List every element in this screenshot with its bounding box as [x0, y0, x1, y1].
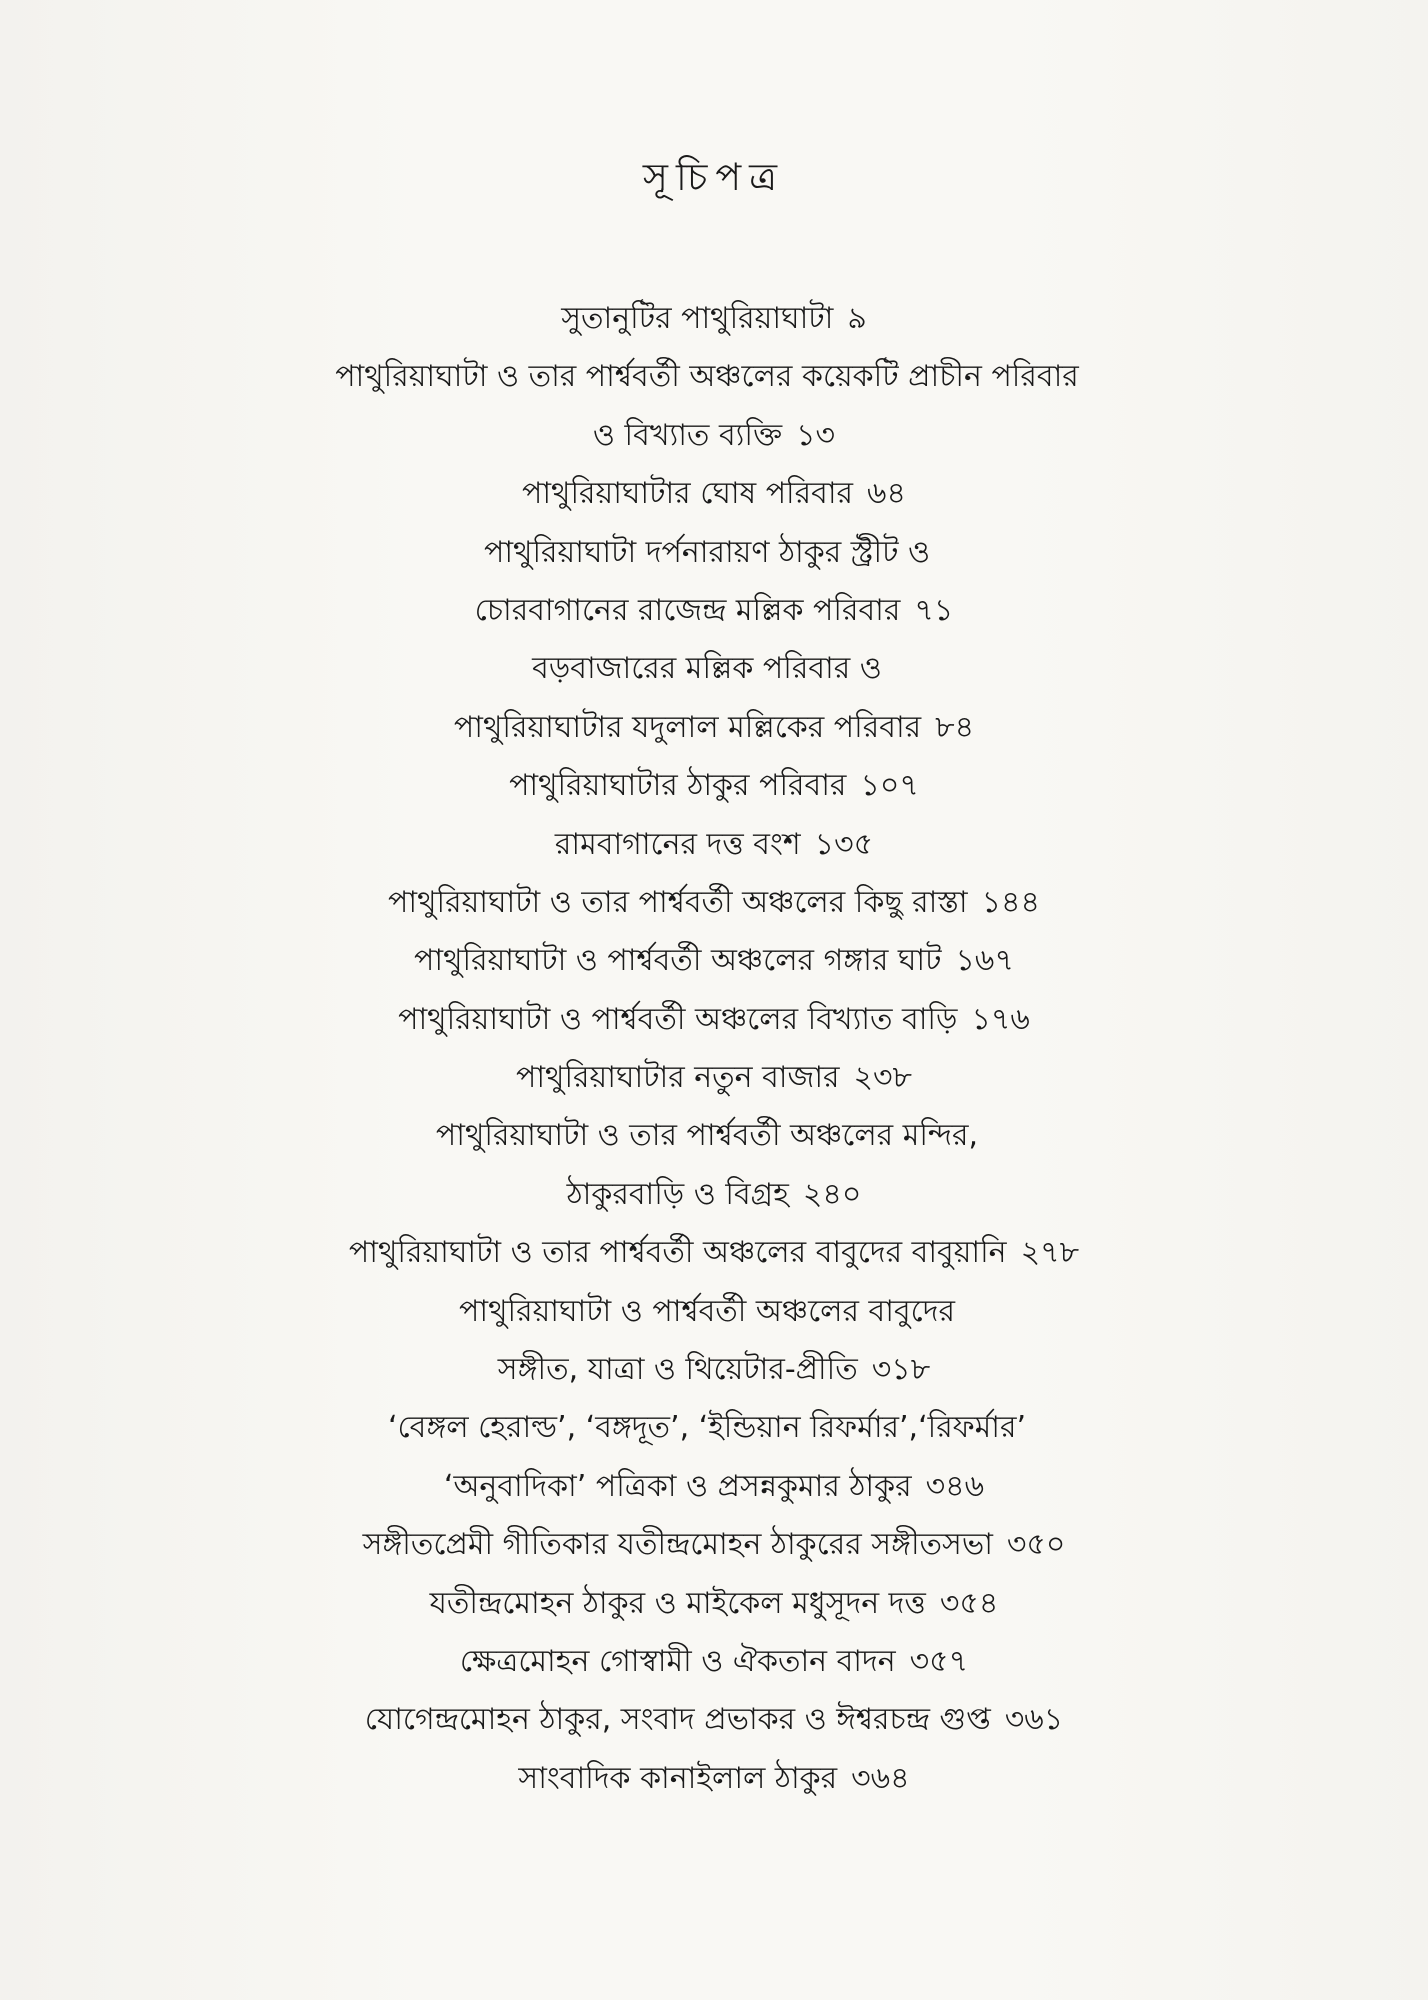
toc-entry-text: পাথুরিয়াঘাটা ও পার্শ্ববর্তী অঞ্চলের বাবুদের — [459, 1293, 955, 1329]
toc-entry — [0, 524, 1428, 582]
toc-entry-text: বড়বাজারের মল্লিক পরিবার ও — [532, 651, 882, 687]
toc-entry-text: পাথুরিয়াঘাটা ও পার্শ্ববর্তী অঞ্চলের গঙ্গার ঘাট — [414, 943, 942, 979]
toc-entry-text: পাথুরিয়াঘাটা ও তার পার্শ্ববর্তী অঞ্চলের মন্দির, — [435, 1118, 979, 1154]
toc-entry-text: সঙ্গীত, যাত্রা ও থিয়েটার-প্রীতি — [497, 1352, 858, 1388]
toc-entry-text: সাংবাদিক কানাইলাল ঠাকুর — [518, 1760, 838, 1796]
toc-page-number: ১৩৫ — [814, 826, 874, 862]
toc-entry-text: পাথুরিয়াঘাটা ও পার্শ্ববর্তী অঞ্চলের বিখ্যাত বাড়ি — [398, 1001, 958, 1037]
toc-page-number: ৩৬১ — [1004, 1702, 1064, 1738]
toc-entry-text: ক্ষেত্রমোহন গোস্বামী ও ঐকতান বাদন — [459, 1643, 896, 1679]
toc-page-number: ৬৪ — [867, 476, 907, 512]
toc-entry — [0, 1049, 1428, 1107]
toc-entry-text: যতীন্দ্রমোহন ঠাকুর ও মাইকেল মধুসূদন দত্ত — [429, 1585, 926, 1621]
table-of-contents — [0, 290, 1428, 1808]
toc-entry-text: পাথুরিয়াঘাটার ঠাকুর পরিবার — [509, 768, 847, 804]
toc-entry-text: পাথুরিয়াঘাটা ও তার পার্শ্ববর্তী অঞ্চলের কয়েকটি প্রাচীন পরিবার — [335, 359, 1079, 395]
toc-page-number: ১৬৭ — [955, 943, 1014, 979]
toc-entry-text: পাথুরিয়াঘাটার যদুলাল মল্লিকের পরিবার — [453, 709, 922, 745]
toc-entry-text: পাথুরিয়াঘাটার নতুন বাজার — [515, 1060, 840, 1096]
toc-page-number: ৩১৮ — [871, 1352, 931, 1388]
toc-page-number: ১০৭ — [860, 768, 919, 804]
toc-entry — [0, 465, 1428, 523]
toc-page-number: ২৭৮ — [1020, 1235, 1080, 1271]
toc-entry-text: ‘বেঙ্গল হেরাল্ড’, ‘বঙ্গদূত’, ‘ইন্ডিয়ান রিফর্মার’,‘রিফর্মার’ — [387, 1410, 1027, 1446]
toc-page-number: ২৩৮ — [853, 1060, 913, 1096]
toc-entry — [0, 348, 1428, 406]
toc-entry — [0, 582, 1428, 640]
toc-page-number: ৮৪ — [935, 709, 975, 745]
toc-page-number: ১৭৬ — [971, 1001, 1030, 1037]
toc-entry — [0, 1575, 1428, 1633]
toc-entry — [0, 699, 1428, 757]
toc-entry — [0, 1399, 1428, 1457]
toc-entry-text: যোগেন্দ্রমোহন ঠাকুর, সংবাদ প্রভাকর ও ঈশ্বরচন্দ্র গুপ্ত — [364, 1702, 991, 1738]
toc-entry — [0, 1224, 1428, 1282]
toc-entry — [0, 1341, 1428, 1399]
toc-entry — [0, 1166, 1428, 1224]
toc-page-number: ১৪৪ — [981, 884, 1040, 920]
toc-entry-text: পাথুরিয়াঘাটা ও তার পার্শ্ববর্তী অঞ্চলের বাবুদের বাবুয়ানি — [348, 1235, 1007, 1271]
toc-entry-text: সঙ্গীতপ্রেমী গীতিকার যতীন্দ্রমোহন ঠাকুরের সঙ্গীতসভা — [362, 1527, 993, 1563]
toc-page-number: ৩৫০ — [1006, 1527, 1066, 1563]
toc-entry — [0, 407, 1428, 465]
toc-entry-text: রামবাগানের দত্ত বংশ — [554, 826, 801, 862]
toc-entry — [0, 640, 1428, 698]
toc-entry — [0, 1283, 1428, 1341]
toc-page-number: ৯ — [847, 301, 867, 336]
toc-entry — [0, 1107, 1428, 1165]
toc-page-number: ১৩ — [796, 417, 836, 453]
toc-entry — [0, 991, 1428, 1049]
toc-page-number: ৩৪৬ — [925, 1468, 985, 1504]
toc-page-number: ৩৬৪ — [851, 1760, 910, 1796]
toc-entry — [0, 290, 1428, 348]
toc-entry — [0, 1458, 1428, 1516]
toc-entry — [0, 1516, 1428, 1574]
toc-entry — [0, 874, 1428, 932]
toc-entry-text: পাথুরিয়াঘাটা দর্পনারায়ণ ঠাকুর স্ট্রীট ও — [483, 534, 931, 570]
toc-entry — [0, 932, 1428, 990]
toc-page-number: ৩৫৭ — [909, 1643, 969, 1679]
toc-entry-text: চোরবাগানের রাজেন্দ্র মল্লিক পরিবার — [474, 592, 901, 628]
toc-entry-text: ঠাকুরবাড়ি ও বিগ্রহ — [566, 1176, 789, 1212]
toc-entry — [0, 1750, 1428, 1808]
toc-entry-text: ‘অনুবাদিকা’ পত্রিকা ও প্রসন্নকুমার ঠাকুর — [443, 1468, 912, 1504]
toc-entry — [0, 1691, 1428, 1749]
toc-entry-text: পাথুরিয়াঘাটার ঘোষ পরিবার — [521, 476, 854, 512]
toc-entry — [0, 816, 1428, 874]
toc-page-number: ৭১ — [914, 592, 954, 628]
toc-entry — [0, 757, 1428, 815]
page-title: সূচিপত্র — [642, 155, 786, 199]
toc-page-number: ২৪০ — [802, 1176, 862, 1212]
toc-entry — [0, 1633, 1428, 1691]
toc-entry-text: পাথুরিয়াঘাটা ও তার পার্শ্ববর্তী অঞ্চলের কিছু রাস্তা — [388, 884, 968, 920]
toc-entry-text: সুতানুটির পাথুরিয়াঘাটা — [561, 301, 834, 336]
toc-page-number: ৩৫৪ — [939, 1585, 999, 1621]
toc-entry-text: ও বিখ্যাত ব্যক্তি — [592, 417, 783, 453]
